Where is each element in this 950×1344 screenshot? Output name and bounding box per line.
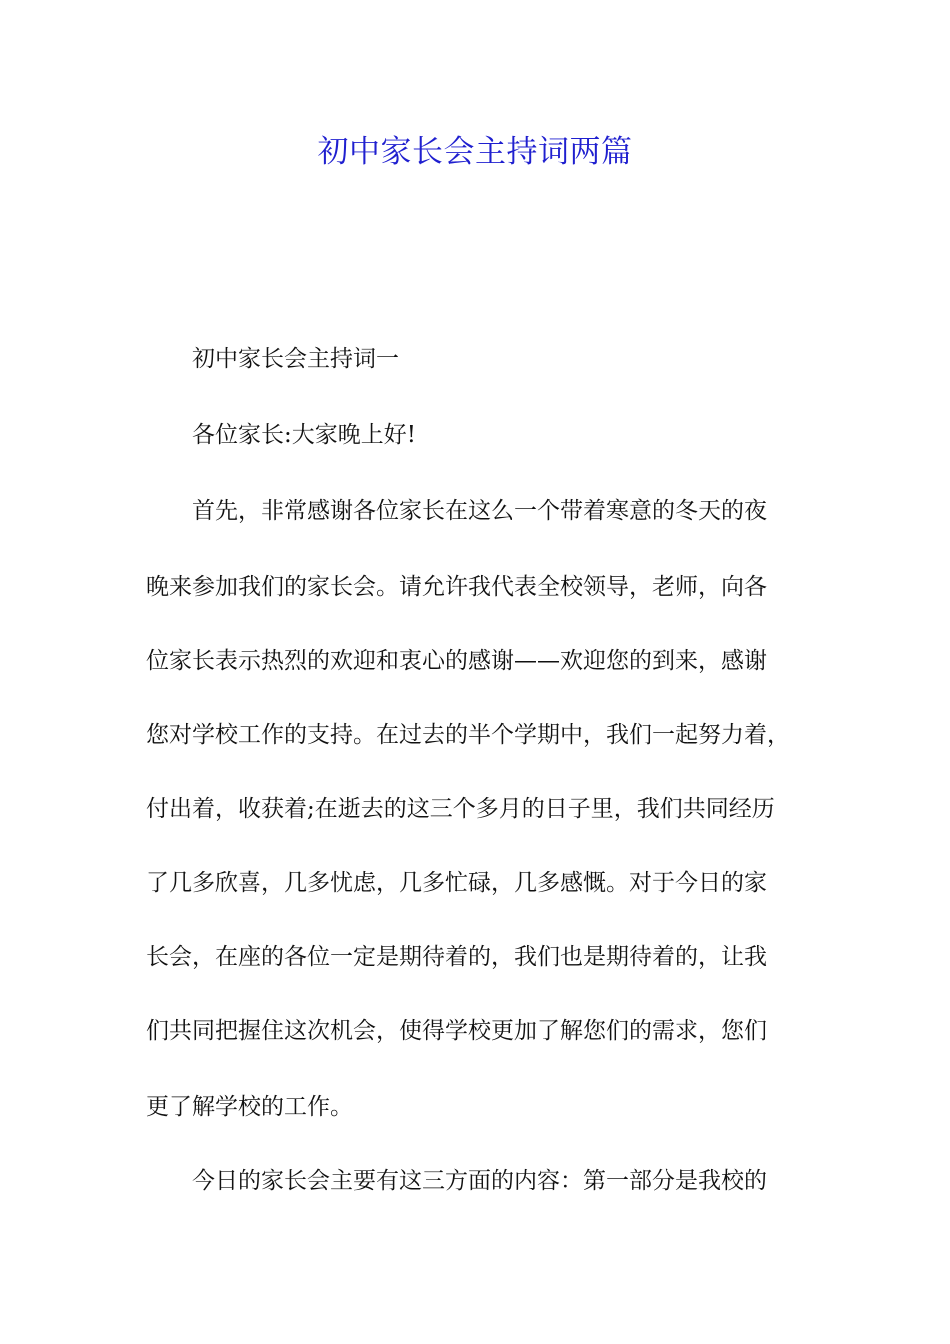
paragraph-line: 了几多欣喜，几多忧虑，几多忙碌，几多感慨。对于今日的家 (146, 870, 767, 896)
paragraph-line: 您对学校工作的支持。在过去的半个学期中，我们一起努力着， (146, 722, 790, 748)
greeting-line: 各位家长:大家晚上好! (192, 422, 416, 448)
paragraph-line: 长会，在座的各位一定是期待着的，我们也是期待着的，让我 (146, 944, 767, 970)
paragraph-line: 位家长表示热烈的欢迎和衷心的感谢——欢迎您的到来，感谢 (146, 648, 767, 674)
paragraph-line: 晚来参加我们的家长会。请允许我代表全校领导，老师，向各 (146, 574, 767, 600)
paragraph-line: 今日的家长会主要有这三方面的内容：第一部分是我校的 (192, 1168, 767, 1194)
paragraph-line: 们共同把握住这次机会，使得学校更加了解您们的需求，您们 (146, 1018, 767, 1044)
paragraph-line: 首先，非常感谢各位家长在这么一个带着寒意的冬天的夜 (192, 498, 767, 524)
paragraph-line: 付出着，收获着;在逝去的这三个多月的日子里，我们共同经历 (146, 796, 775, 822)
section-heading: 初中家长会主持词一 (192, 346, 399, 372)
document-title: 初中家长会主持词两篇 (317, 134, 633, 170)
paragraph-line: 更了解学校的工作。 (146, 1094, 353, 1120)
